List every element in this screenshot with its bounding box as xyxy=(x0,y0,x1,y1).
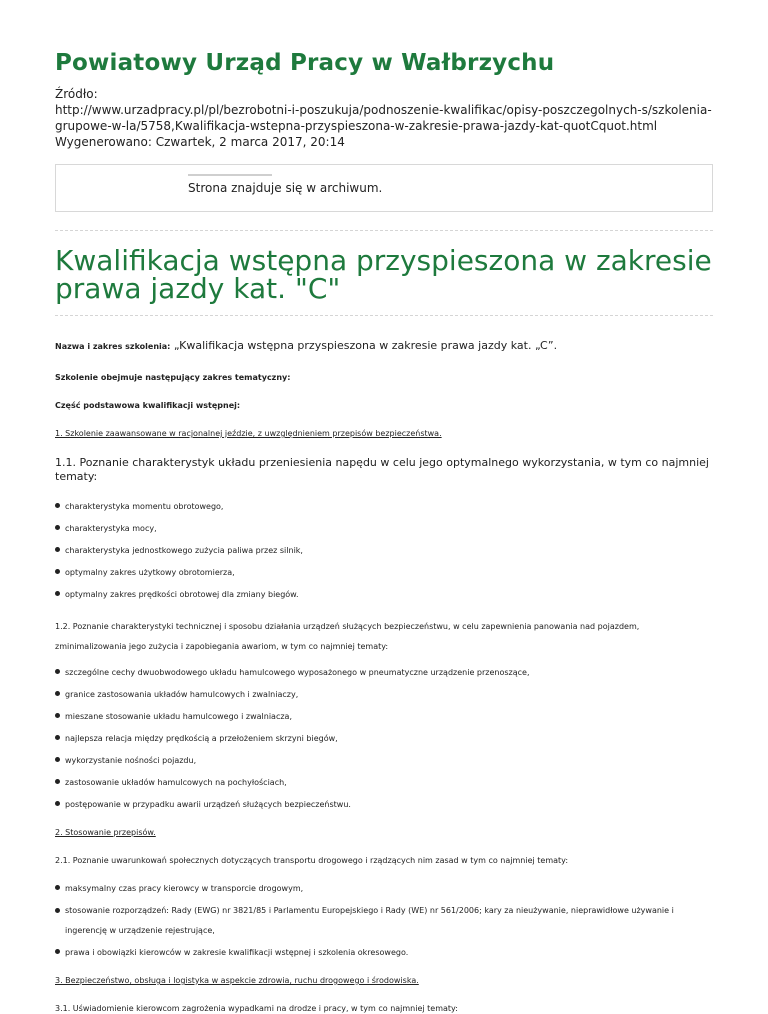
list-item: prawa i obowiązki kierowców w zakresie kwalifikacji wstępnej i szkolenia okresowego. xyxy=(55,947,713,958)
bullet-icon xyxy=(55,591,60,596)
training-name xyxy=(55,334,713,353)
list-item: optymalny zakres prędkości obrotowej dla zmiany biegów. xyxy=(55,589,713,600)
list-item: stosowanie rozporządzeń: Rady (EWG) nr 3821/85 i Parlamentu Europejskiego i Rady (WE) nr 561/2006; kary za nieużywanie, nieprawidłowe używanie i ingerencję w urządzenie rejestrujące, xyxy=(55,901,713,941)
scope-heading: Szkolenie obejmuje następujący zakres tematyczny: xyxy=(55,373,291,382)
section-2-1-list xyxy=(55,883,713,958)
source-label: Źródło: xyxy=(55,87,98,101)
list-item: granice zastosowania układów hamulcowych i zwalniaczy, xyxy=(55,689,713,700)
section-1-2: 1.2. Poznanie charakterystyki technicznej i sposobu działania urządzeń służących bezpieczeństwu, w celu zapewnienia panowania nad pojazdem, zminimalizowania jego zużycia i zapobiegania awariom, w tym co najmniej tematy: xyxy=(55,622,640,651)
source-url: http://www.urzadpracy.pl/pl/bezrobotni-i-poszukuja/podnoszenie-kwalifikac/opisy-poszczegolnych-s/szkolenia-grupowe-w-la/5758,Kwalifikacja-wstepna-przyspieszona-w-zakresie-prawa-jazdy-kat-quotCquot.html xyxy=(55,103,712,133)
bullet-icon xyxy=(55,669,60,674)
list-item: wykorzystanie nośności pojazdu, xyxy=(55,755,713,766)
list-item: postępowanie w przypadku awarii urządzeń służących bezpieczeństwu. xyxy=(55,799,713,810)
bullet-icon xyxy=(55,885,60,890)
section-1-1: 1.1. Poznanie charakterystyk układu przeniesienia napędu w celu jego optymalnego wykorzystania, w tym co najmniej tematy: xyxy=(55,456,709,483)
list-item: charakterystyka jednostkowego zużycia paliwa przez silnik, xyxy=(55,545,713,556)
bullet-icon xyxy=(55,779,60,784)
site-title: Powiatowy Urząd Pracy w Wałbrzychu xyxy=(55,50,555,76)
training-name-label: Nazwa i zakres szkolenia: xyxy=(55,342,171,351)
training-name-value: „Kwalifikacja wstępna przyspieszona w zakresie prawa jazdy kat. „C”. xyxy=(170,339,558,352)
list-item: najlepsza relacja między prędkością a przełożeniem skrzyni biegów, xyxy=(55,733,713,744)
page-title: Kwalifikacja wstępna przyspieszona w zakresie prawa jazdy kat. "C" xyxy=(55,244,712,305)
archive-notice-box xyxy=(55,164,713,212)
article-content xyxy=(55,316,713,1014)
list-item: szczególne cechy dwuobwodowego układu hamulcowego wyposażonego w pneumatyczne urządzenie przenoszące, xyxy=(55,667,713,678)
section-3-heading: 3. Bezpieczeństwo, obsługa i logistyka w aspekcie zdrowia, ruchu drogowego i środowiska. xyxy=(55,976,419,985)
list-item: maksymalny czas pracy kierowcy w transporcie drogowym, xyxy=(55,883,713,894)
list-item: charakterystyka mocy, xyxy=(55,523,713,534)
bullet-icon xyxy=(55,525,60,530)
bullet-icon xyxy=(55,949,60,954)
list-item: charakterystyka momentu obrotowego, xyxy=(55,501,713,512)
section-2-heading: 2. Stosowanie przepisów. xyxy=(55,828,156,837)
list-item: mieszane stosowanie układu hamulcowego i zwalniacza, xyxy=(55,711,713,722)
list-item: zastosowanie układów hamulcowych na pochyłościach, xyxy=(55,777,713,788)
bullet-icon xyxy=(55,757,60,762)
bullet-icon xyxy=(55,569,60,574)
bullet-icon xyxy=(55,908,60,913)
bullet-icon xyxy=(55,503,60,508)
section-1-1-list xyxy=(55,501,713,600)
title-divider-top xyxy=(55,230,713,231)
section-1-2-list xyxy=(55,667,713,810)
bullet-icon xyxy=(55,547,60,552)
archive-divider xyxy=(188,174,272,176)
section-1-heading: 1. Szkolenie zaawansowane w racjonalnej jeździe, z uwzględnieniem przepisów bezpieczeństwa. xyxy=(55,429,442,438)
section-3-1: 3.1. Uświadomienie kierowcom zagrożenia wypadkami na drodze i pracy, w tym co najmniej tematy: xyxy=(55,1004,458,1013)
bullet-icon xyxy=(55,735,60,740)
generated-date: Wygenerowano: Czwartek, 2 marca 2017, 20:14 xyxy=(55,135,345,149)
basic-part-heading: Część podstawowa kwalifikacji wstępnej: xyxy=(55,401,241,410)
document-meta xyxy=(55,86,713,150)
archive-notice-text: Strona znajduje się w archiwum. xyxy=(188,181,383,195)
bullet-icon xyxy=(55,691,60,696)
bullet-icon xyxy=(55,801,60,806)
section-2-1: 2.1. Poznanie uwarunkowań społecznych dotyczących transportu drogowego i rządzących nim zasad w tym co najmniej tematy: xyxy=(55,856,569,865)
bullet-icon xyxy=(55,713,60,718)
list-item: optymalny zakres użytkowy obrotomierza, xyxy=(55,567,713,578)
